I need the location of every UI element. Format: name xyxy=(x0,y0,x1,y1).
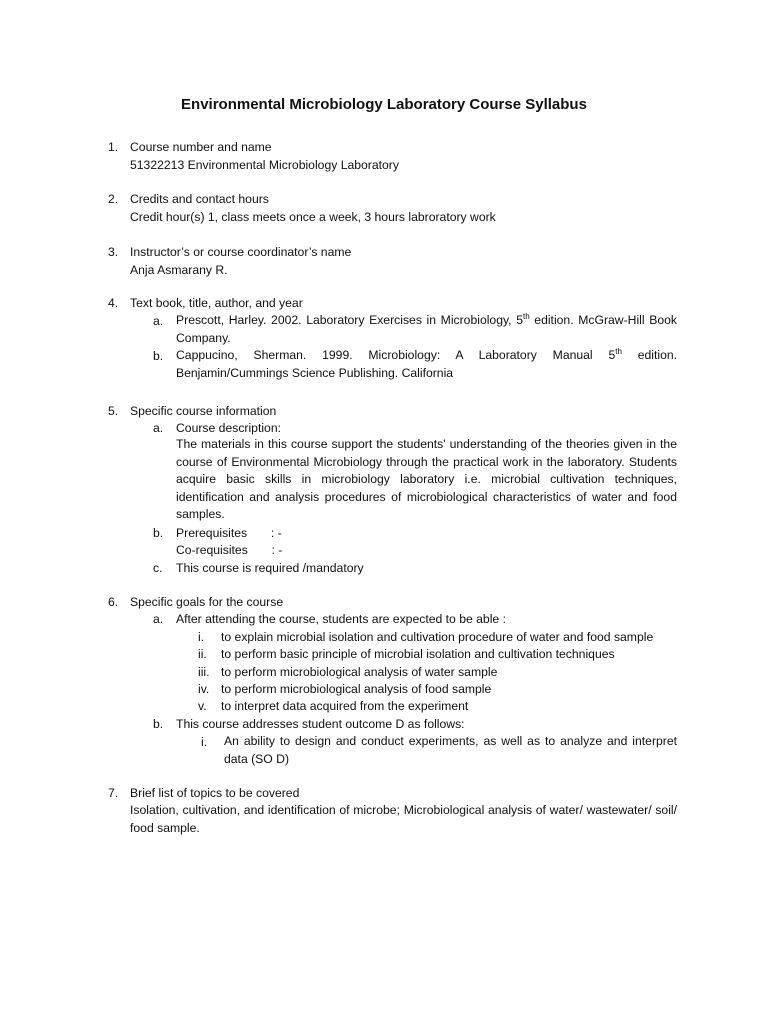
roman-marker: i. xyxy=(198,630,205,644)
list-marker: b. xyxy=(153,349,164,363)
section-3-text: Anja Asmarany R. xyxy=(130,263,228,277)
section-2-text: Credit hour(s) 1, class meets once a week, 3 hours labroratory work xyxy=(130,210,496,224)
list-marker: a. xyxy=(153,612,164,626)
topics-text: Isolation, cultivation, and identification of microbe; Microbiological analysis of water/ wastewater/ soil/ food sample. xyxy=(130,803,677,835)
goal-item: to perform microbiological analysis of food sample xyxy=(221,682,492,696)
textbook-reference-a: Prescott, Harley. 2002. Laboratory Exercises in Microbiology, 5th edition. McGraw-Hill Book Company. xyxy=(176,311,677,345)
section-1-number: 1. xyxy=(108,140,119,154)
goal-item: to perform basic principle of microbial isolation and cultivation techniques xyxy=(221,647,615,661)
section-3-number: 3. xyxy=(108,245,119,259)
student-outcome-item: An ability to design and conduct experiments, as well as to analyze and interpret data (SO D) xyxy=(224,734,677,766)
roman-marker: v. xyxy=(198,699,207,713)
roman-marker: ii. xyxy=(198,647,207,661)
goals-intro: After attending the course, students are expected to be able : xyxy=(176,612,506,626)
prerequisites: Prerequisites : - xyxy=(176,526,282,540)
list-marker: b. xyxy=(153,526,164,540)
list-marker: a. xyxy=(153,421,164,435)
goal-item: to explain microbial isolation and cultivation procedure of water and food sample xyxy=(221,630,654,644)
section-4-heading: Text book, title, author, and year xyxy=(130,296,303,310)
section-2-number: 2. xyxy=(108,192,119,206)
textbook-reference-b: Cappucino, Sherman. 1999. Microbiology: A Laboratory Manual 5th edition. Benjamin/Cummings Science Publishing. California xyxy=(176,346,678,380)
list-marker: a. xyxy=(153,314,164,328)
roman-marker: i. xyxy=(201,735,208,749)
list-marker: c. xyxy=(153,561,163,575)
course-requirement-text: This course is required /mandatory xyxy=(176,561,364,575)
roman-marker: iv. xyxy=(198,682,210,696)
section-7-heading: Brief list of topics to be covered xyxy=(130,786,300,800)
section-1-heading: Course number and name xyxy=(130,140,272,154)
section-5-heading: Specific course information xyxy=(130,404,277,418)
goal-item: to perform microbiological analysis of water sample xyxy=(221,665,498,679)
section-6-heading: Specific goals for the course xyxy=(130,595,284,609)
course-description-text: The materials in this course support the students' understanding of the theories given in the course of Environmental Microbiology through the practical work in the laboratory. Students acquire basic skills in microbiology laboratory i.e. microbial cultivation techniques, identification and analysis procedures of microbiological characteristics of water and food samples. xyxy=(176,437,677,521)
section-4-number: 4. xyxy=(108,296,119,310)
document-title: Environmental Microbiology Laboratory Course Syllabus xyxy=(181,96,587,113)
section-6-number: 6. xyxy=(108,595,119,609)
section-2-heading: Credits and contact hours xyxy=(130,192,269,206)
section-7-number: 7. xyxy=(108,786,119,800)
goal-item: to interpret data acquired from the experiment xyxy=(221,699,469,713)
roman-marker: iii. xyxy=(198,665,210,679)
list-marker: b. xyxy=(153,717,164,731)
section-5-number: 5. xyxy=(108,404,119,418)
corequisites: Co-requisites : - xyxy=(176,543,283,557)
section-1-text: 51322213 Environmental Microbiology Laboratory xyxy=(130,158,399,172)
student-outcome-intro: This course addresses student outcome D as follows: xyxy=(176,717,465,731)
section-3-heading: Instructor’s or course coordinator’s name xyxy=(130,245,352,259)
course-description-label: Course description: xyxy=(176,421,281,435)
